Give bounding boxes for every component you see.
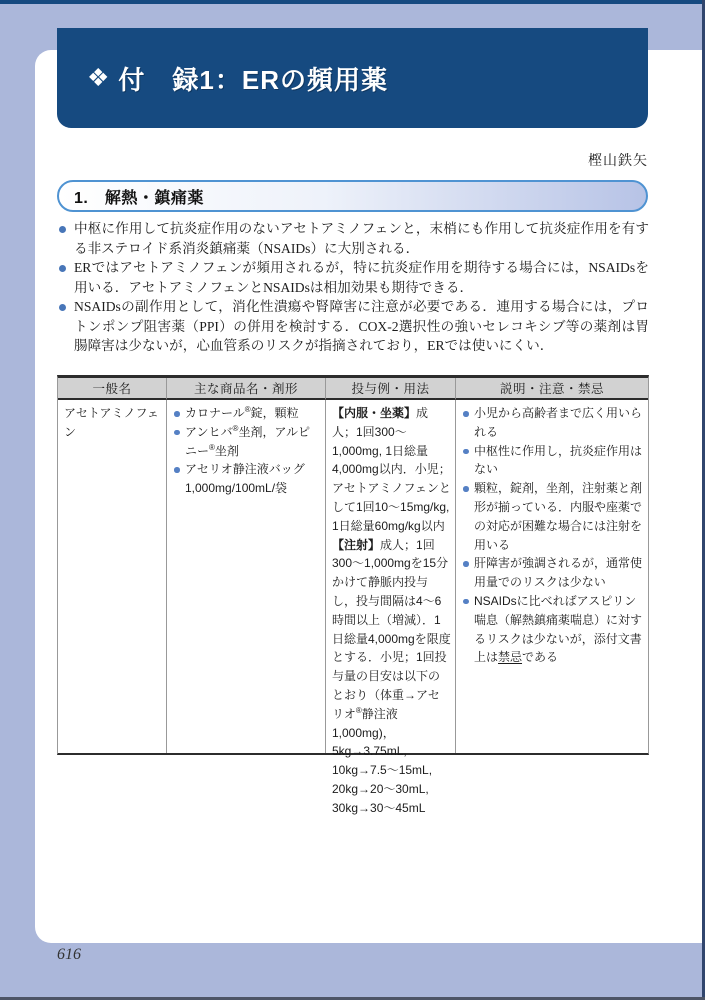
section-header-bar [57,180,648,212]
table-cell-dosage [325,400,455,815]
table-header-notes: 説明・注意・禁忌 [455,378,648,400]
note-item [462,554,644,592]
injection-dosage [332,536,451,743]
intro-bullet-item: 中枢に作用して抗炎症作用のないアセトアミノフェンと，末梢にも作用して抗炎症作用を有する非ステロイド系消炎鎮痛薬（NSAIDs）に大別される． [57,219,649,258]
oral-dosage [332,404,451,536]
weight-dose-line: 5kg→3.75mL, [332,744,407,759]
note-item [462,479,644,554]
note-item [462,404,644,442]
contraindication-term: 禁忌 [498,650,523,665]
table-header-generic-name: 一般名 [58,378,166,400]
table-header-products: 主な商品名・剤形 [166,378,325,400]
oral-dosage-text: 成人；1回300～1,000mg, 1日総量4,000mg以内．小児；アセトアミノフェンとして1回10～15mg/kg, 1日総量60mg/kg以内 [332,406,451,533]
table-cell-generic-name: アセトアミノフェン [64,406,159,439]
note-text: 小児から高齢者まで広く用いられる [474,406,643,439]
table-cell-notes [455,400,648,753]
chapter-title: 付 録1：ERの頻用薬 [118,64,389,95]
note-item [462,442,644,480]
injection-route-label: 【注射】 [332,537,381,552]
intro-bullet-item: ERではアセトアミノフェンが頻用されるが，特に抗炎症作用を期待する場合には，NSAIDsを用いる．アセトアミノフェンとNSAIDsは相加効果も期待できる． [57,258,649,297]
notes-list [462,404,644,667]
product-item: アセリオ静注液バッグ1,000mg/100mL/袋 [173,460,321,498]
intro-bullet-list [57,219,649,356]
product-item: カロナール®錠，顆粒 [173,404,321,423]
weight-dose-line: 10kg→7.5～15mL, [332,763,433,778]
product-item: アンヒバ®坐剤，アルピニー®坐剤 [173,423,321,461]
author-name: 樫山鉄矢 [588,152,648,168]
oral-route-label: 【内服・坐薬】 [332,406,417,420]
weight-dose-line: 20kg→20～30mL, [332,781,429,796]
weight-dose-line: 30kg→30～45mL [332,800,426,815]
intro-bullet-item: NSAIDsの副作用として，消化性潰瘍や腎障害に注意が必要である．連用する場合には，プロトンポンプ阻害薬（PPI）の併用を検討する．COX-2選択性の強いセレコキシブ等の薬剤は胃腸障害は少ないが，心血管系のリスクが指摘されており，ERでは使いにくい． [57,297,649,356]
note-text: 肝障害が強調されるが，通常使用量でのリスクは少ない [474,556,643,590]
chapter-banner [57,28,648,128]
top-edge-line [0,0,705,4]
diamond-cluster-icon: ❖ [87,63,110,92]
note-text: 顆粒，錠剤，坐剤，注射薬と剤形が揃っている．内服や座薬での対応が困難な場合には注射を用いる [474,481,643,552]
table-cell-products [166,400,325,753]
note-text: 中枢性に作用し，抗炎症作用はない [474,443,643,477]
drug-table [57,375,649,815]
product-list [173,404,321,498]
note-text: NSAIDsに比べればアスピリン喘息（解熱鎮痛薬喘息）に対するリスクは少ないが，添付文書上は [474,593,643,665]
injection-dosage-text: 成人；1回300～1,000mgを15分かけて静脈内投与し，投与間隔は4～6時間以上（増減）．1日総量4,000mgを限度とする．小児；1回投与量の目安は以下のとおり（体重→アセリオ®静注液1,000mg)， [332,537,451,740]
note-text: である [522,650,559,665]
page-number: 616 [57,946,81,963]
weight-dose-lines [332,742,451,817]
section-title: 1. 解熱・鎮痛薬 [74,189,204,207]
note-item [462,592,644,667]
table-header-dosage: 投与例・用法 [325,378,455,400]
